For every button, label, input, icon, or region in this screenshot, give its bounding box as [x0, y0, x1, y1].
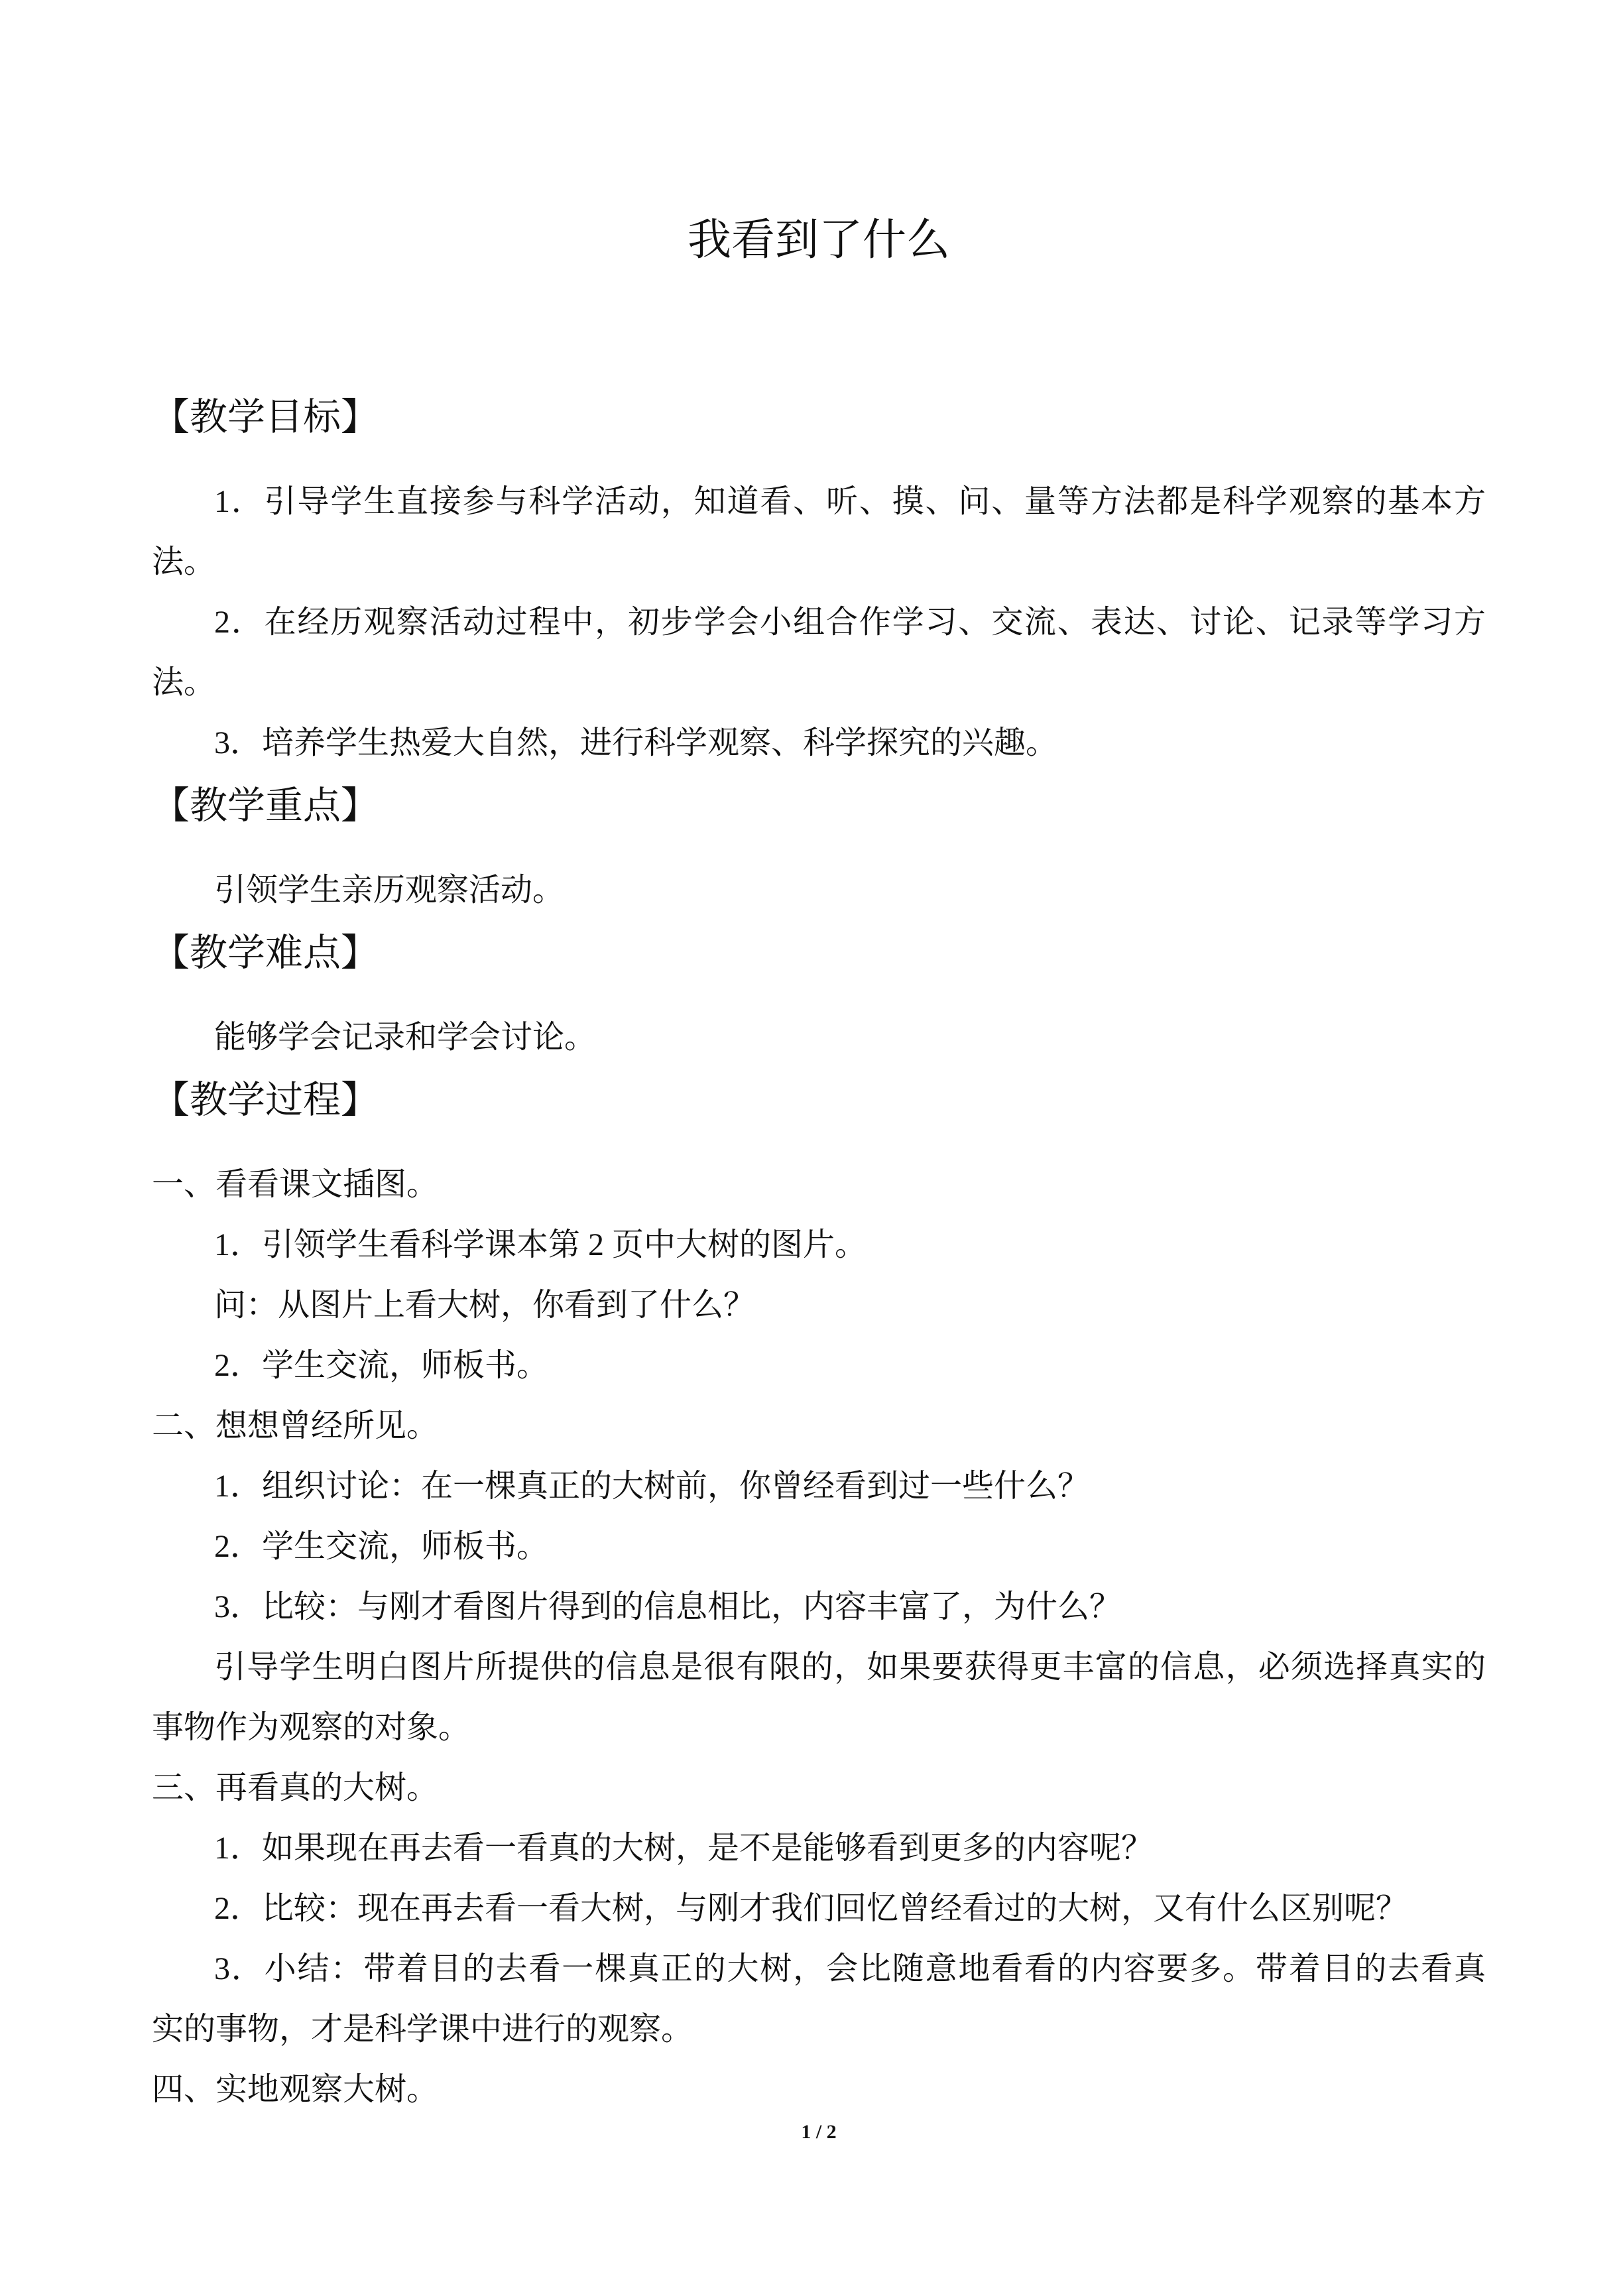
paragraph-line: 2．在经历观察活动过程中，初步学会小组合作学习、交流、表达、讨论、记录等学习方 — [214, 605, 1486, 640]
section-heading-key-points: 【教学重点】 — [152, 785, 379, 827]
section-heading-objectives: 【教学目标】 — [152, 396, 379, 438]
objective-2 — [152, 592, 1486, 713]
section-objectives — [152, 387, 1486, 773]
step-paragraph — [152, 1335, 1486, 1396]
paragraph-line: 1．引导学生直接参与科学活动，知道看、听、摸、问、量等方法都是科学观察的基本方 — [214, 484, 1486, 519]
paragraph-line: 法。 — [152, 665, 216, 700]
paragraph-line: 3．比较：与刚才看图片得到的信息相比，内容丰富了，为什么？ — [214, 1589, 1122, 1624]
document-body — [152, 210, 1486, 2120]
step-title: 三、再看真的大树。 — [152, 1770, 439, 1805]
step-title: 二、想想曾经所见。 — [152, 1408, 439, 1443]
paragraph-line: 实的事物，才是科学课中进行的观察。 — [152, 2012, 693, 2047]
difficulty — [152, 1007, 1486, 1067]
page-number: 1 / 2 — [801, 2121, 837, 2143]
process-step-3 — [152, 1758, 1486, 2059]
key-point — [152, 860, 1486, 920]
paragraph-line: 3．培养学生热爱大自然，进行科学观察、科学探究的兴趣。 — [214, 725, 1058, 760]
paragraph-line: 法。 — [152, 544, 216, 579]
paragraph-line: 2．比较：现在再去看一看大树，与刚才我们回忆曾经看过的大树，又有什么区别呢？ — [214, 1891, 1408, 1926]
step-paragraph — [152, 1516, 1486, 1577]
objective-1 — [152, 471, 1486, 592]
paragraph-line: 2．学生交流，师板书。 — [214, 1348, 549, 1383]
step-paragraph — [152, 1818, 1486, 1878]
paragraph-line: 3．小结：带着目的去看一棵真正的大树，会比随意地看看的内容要多。带着目的去看真 — [214, 1951, 1486, 1986]
section-heading-difficulties: 【教学难点】 — [152, 932, 379, 974]
paragraph-line: 引导学生明白图片所提供的信息是很有限的，如果要获得更丰富的信息，必须选择真实的 — [214, 1650, 1486, 1685]
paragraph-line: 1．引领学生看科学课本第 2 页中大树的图片。 — [214, 1227, 867, 1262]
step-paragraph — [152, 1275, 1486, 1335]
paragraph-line: 引领学生亲历观察活动。 — [214, 873, 565, 908]
paragraph-line: 事物作为观察的对象。 — [152, 1710, 471, 1745]
step-paragraph — [152, 1577, 1486, 1637]
step-paragraph — [152, 1456, 1486, 1516]
step-title: 四、实地观察大树。 — [152, 2072, 439, 2107]
document-title: 我看到了什么 — [688, 216, 950, 265]
step-paragraph — [152, 1878, 1486, 1939]
paragraph-line: 1．组织讨论：在一棵真正的大树前，你曾经看到过一些什么？ — [214, 1469, 1090, 1504]
paragraph-line: 2．学生交流，师板书。 — [214, 1529, 549, 1564]
section-heading-process: 【教学过程】 — [152, 1079, 379, 1121]
section-key-points — [152, 776, 1486, 920]
paragraph-line: 1．如果现在再去看一看真的大树，是不是能够看到更多的内容呢？ — [214, 1831, 1154, 1866]
paragraph-line: 问：从图片上看大树，你看到了什么？ — [214, 1288, 756, 1323]
process-step-4 — [152, 2059, 1486, 2120]
step-title: 一、看看课文插图。 — [152, 1167, 439, 1202]
step-paragraph — [152, 1939, 1486, 2059]
process-step-1 — [152, 1154, 1486, 1396]
objective-3 — [152, 713, 1486, 773]
process-step-2 — [152, 1396, 1486, 1758]
step-paragraph — [152, 1637, 1486, 1758]
paragraph-line: 能够学会记录和学会讨论。 — [214, 1020, 597, 1055]
step-paragraph — [152, 1215, 1486, 1275]
section-difficulties — [152, 923, 1486, 1067]
section-process — [152, 1070, 1486, 2120]
